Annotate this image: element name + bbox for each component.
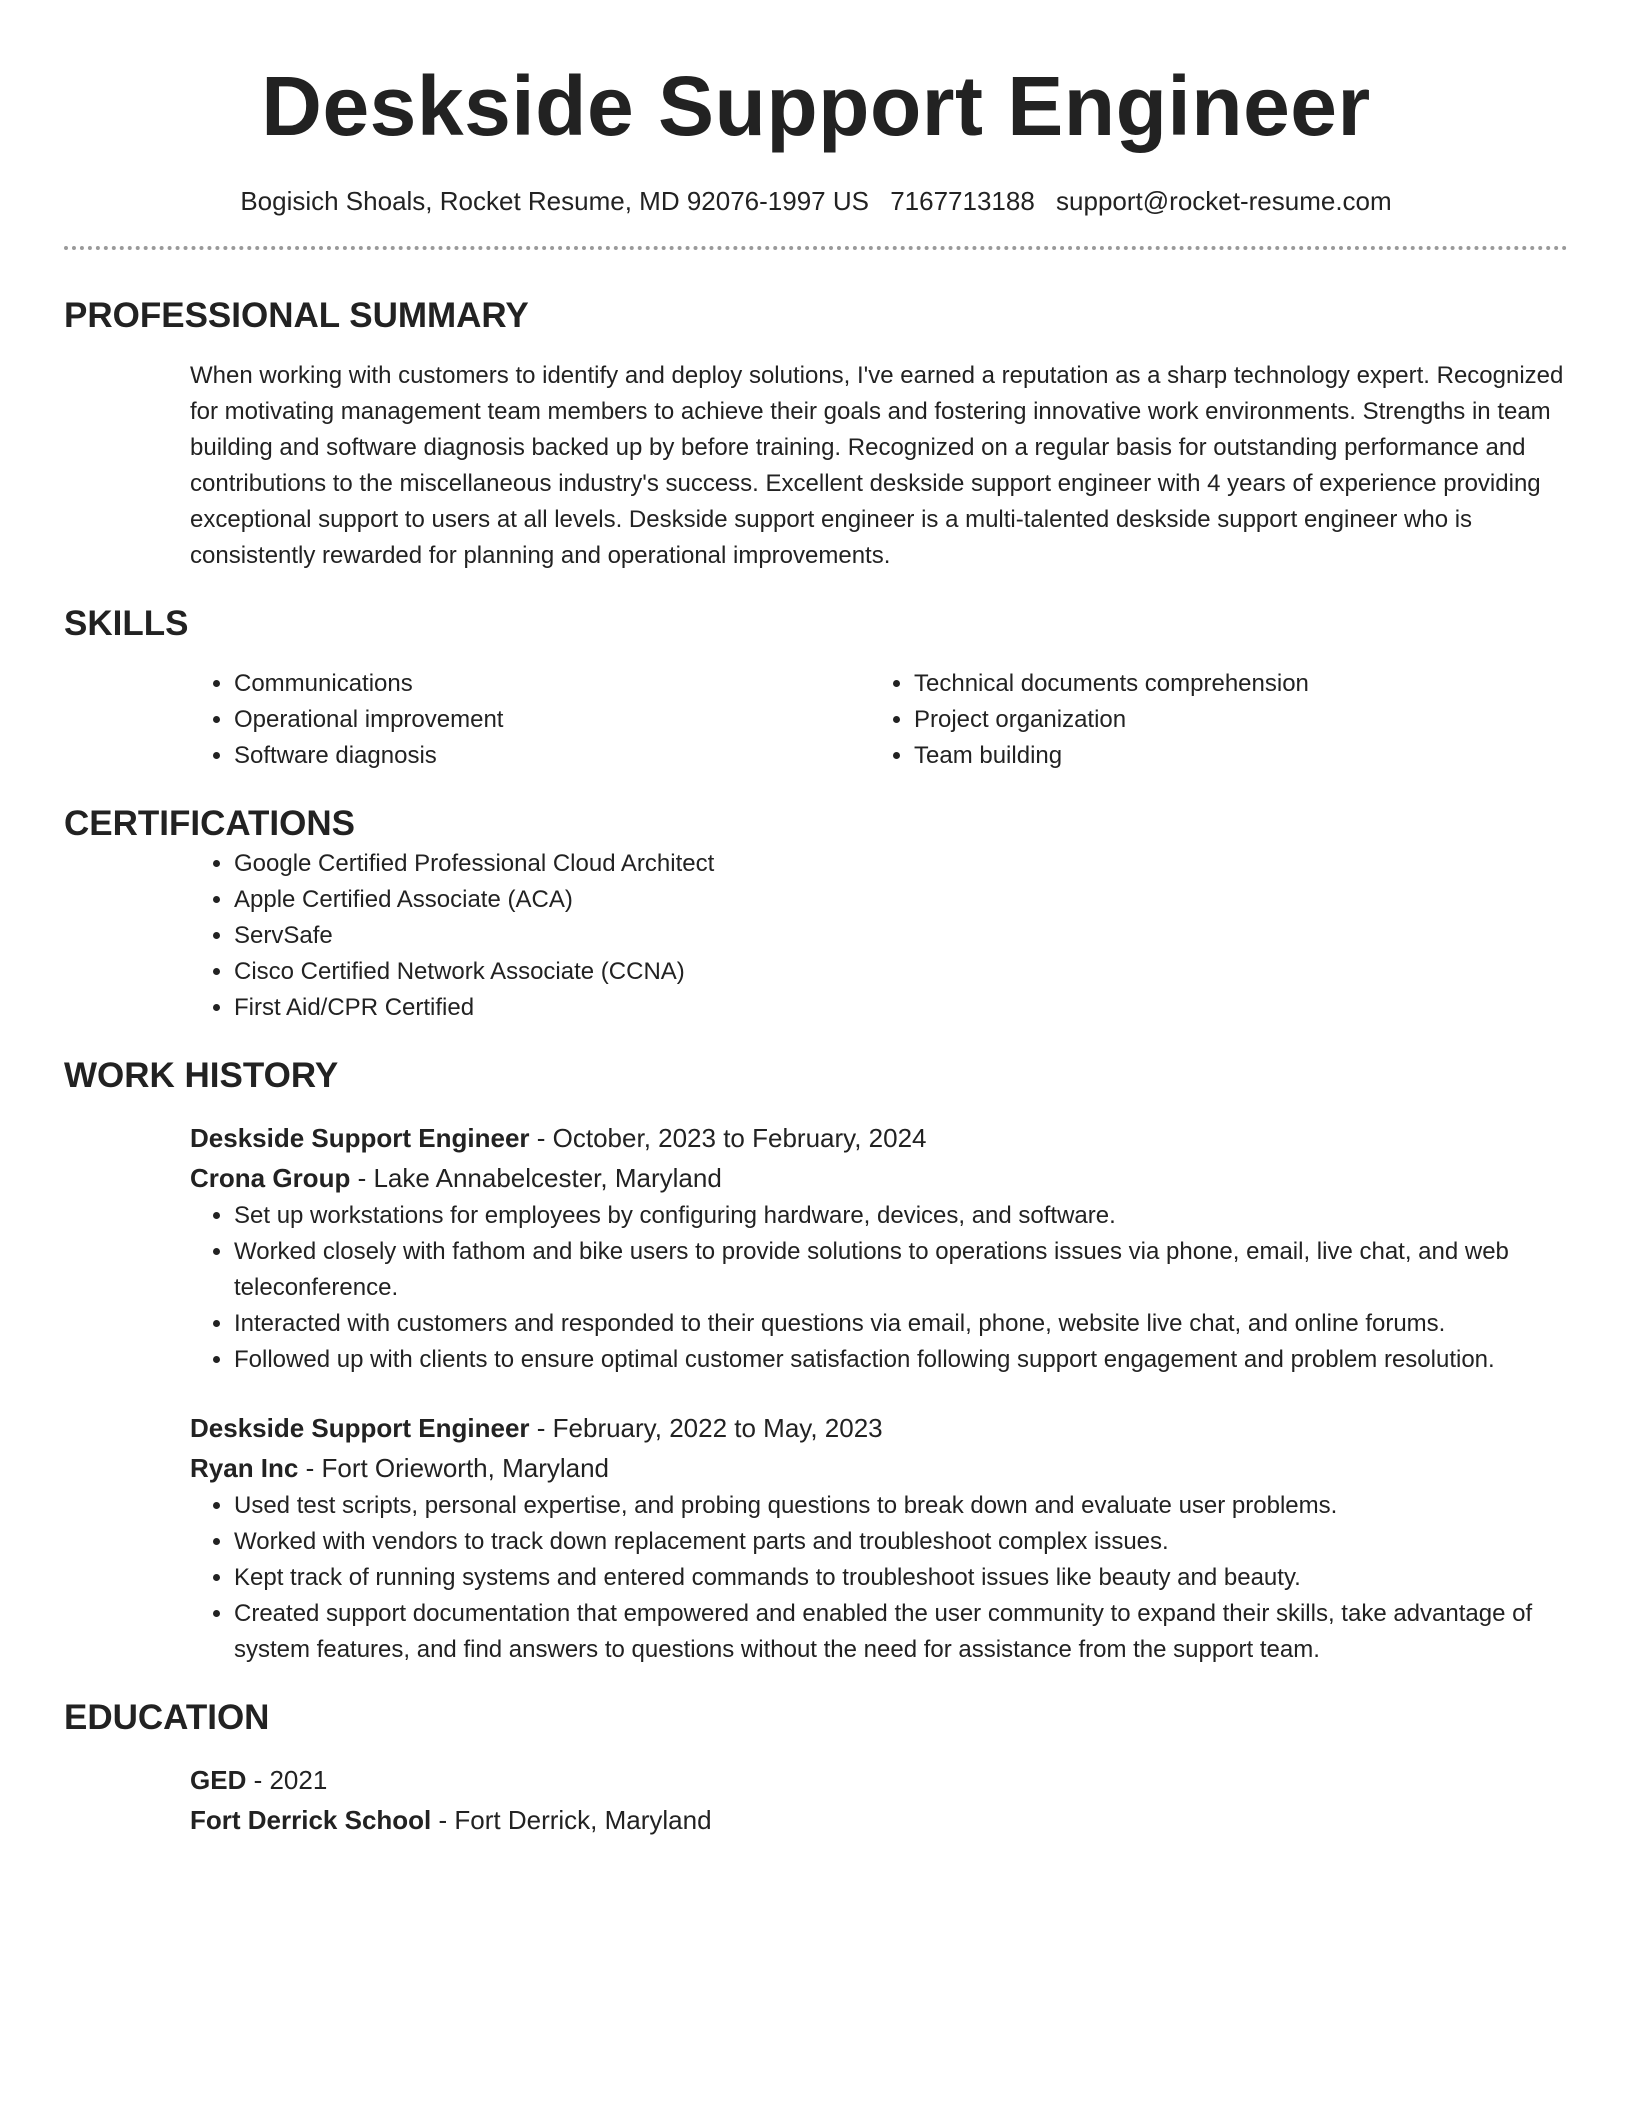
job-company-line [190, 1158, 1568, 1198]
education-degree: GED [190, 1765, 247, 1795]
skill-item: • Software diagnosis [234, 738, 870, 774]
job-bullet: • Set up workstations for employees by configuring hardware, devices, and software. [234, 1198, 1568, 1234]
skills-grid [190, 666, 1568, 774]
skill-item: • Technical documents comprehension [914, 666, 1550, 702]
job-dates: - October, 2023 to February, 2024 [529, 1123, 927, 1153]
section-certifications [64, 802, 1568, 1026]
job-location: - Fort Orieworth, Maryland [298, 1453, 610, 1483]
job-bullet: • Worked closely with fathom and bike users to provide solutions to operations issues via phone, email, live chat, and web teleconference. [234, 1234, 1568, 1306]
job-bullet: • Worked with vendors to track down replacement parts and troubleshoot complex issues. [234, 1524, 1568, 1560]
section-title-education: EDUCATION [64, 1698, 270, 1737]
section-skills [64, 602, 1568, 774]
job-bullet: • Kept track of running systems and entered commands to troubleshoot issues like beauty and beauty. [234, 1560, 1568, 1596]
contact-phone: 7167713188 [890, 186, 1035, 216]
job-entry [190, 1408, 1568, 1668]
job-dates: - February, 2022 to May, 2023 [529, 1413, 883, 1443]
job-bullet: • Used test scripts, personal expertise, and probing questions to break down and evaluate user problems. [234, 1488, 1568, 1524]
certification-item: • First Aid/CPR Certified [234, 990, 1568, 1026]
skill-item: • Team building [914, 738, 1550, 774]
education-degree-line [190, 1760, 1568, 1800]
education-location: - Fort Derrick, Maryland [431, 1805, 712, 1835]
education-school-line [190, 1800, 1568, 1840]
section-title-summary: PROFESSIONAL SUMMARY [64, 296, 529, 335]
job-title-line [190, 1118, 1568, 1158]
job-bullet: • Created support documentation that empowered and enabled the user community to expand their skills, take advantage of system features, and find answers to questions without the need for assistance from the support team. [234, 1596, 1568, 1668]
contact-email: support@rocket-resume.com [1056, 186, 1392, 216]
education-school: Fort Derrick School [190, 1805, 432, 1835]
section-work-history [64, 1054, 1568, 1668]
certification-item: • Cisco Certified Network Associate (CCNA) [234, 954, 1568, 990]
job-entry [190, 1118, 1568, 1378]
summary-text: When working with customers to identify and deploy solutions, I've earned a reputation as a sharp technology expert. Recognized for motivating management team members to achieve their goals and fostering innovative work environments. Strengths in team building and software diagnosis backed up by before training. Recognized on a regular basis for outstanding performance and contributions to the miscellaneous industry's success. Excellent deskside support engineer with 4 years of experience providing exceptional support to users at all levels. Deskside support engineer is a multi-talented deskside support engineer who is consistently rewarded for planning and operational improvements. [190, 362, 1564, 569]
section-education [64, 1696, 1568, 1840]
job-location: - Lake Annabelcester, Maryland [350, 1163, 722, 1193]
section-professional-summary [64, 294, 1568, 574]
certification-item: • Google Certified Professional Cloud Architect [234, 846, 1568, 882]
job-company: Ryan Inc [190, 1453, 299, 1483]
certification-item: • ServSafe [234, 918, 1568, 954]
resume-header [64, 0, 1568, 218]
job-role: Deskside Support Engineer [190, 1413, 530, 1443]
section-title-work-history: WORK HISTORY [64, 1056, 339, 1095]
skills-column-left [190, 666, 870, 774]
section-title-certifications: CERTIFICATIONS [64, 804, 356, 843]
job-bullet: • Followed up with clients to ensure optimal customer satisfaction following support engagement and problem resolution. [234, 1342, 1568, 1378]
skill-item: • Operational improvement [234, 702, 870, 738]
job-role: Deskside Support Engineer [190, 1123, 530, 1153]
contact-address: Bogisich Shoals, Rocket Resume, MD 92076-1997 US [240, 186, 869, 216]
job-bullets [190, 1198, 1568, 1378]
skill-item: • Project organization [914, 702, 1550, 738]
job-company-line [190, 1448, 1568, 1488]
skill-item: • Communications [234, 666, 870, 702]
job-bullets [190, 1488, 1568, 1668]
job-bullet: • Interacted with customers and responded to their questions via email, phone, website live chat, and online forums. [234, 1306, 1568, 1342]
certifications-list [190, 846, 1568, 1026]
education-entry [190, 1760, 1568, 1840]
resume-name: Deskside Support Engineer [261, 59, 1371, 153]
certification-item: • Apple Certified Associate (ACA) [234, 882, 1568, 918]
section-title-skills: SKILLS [64, 604, 189, 643]
education-year: - 2021 [246, 1765, 328, 1795]
job-title-line [190, 1408, 1568, 1448]
header-divider [64, 246, 1568, 250]
contact-line [64, 184, 1568, 218]
skills-column-right [870, 666, 1550, 774]
job-company: Crona Group [190, 1163, 351, 1193]
